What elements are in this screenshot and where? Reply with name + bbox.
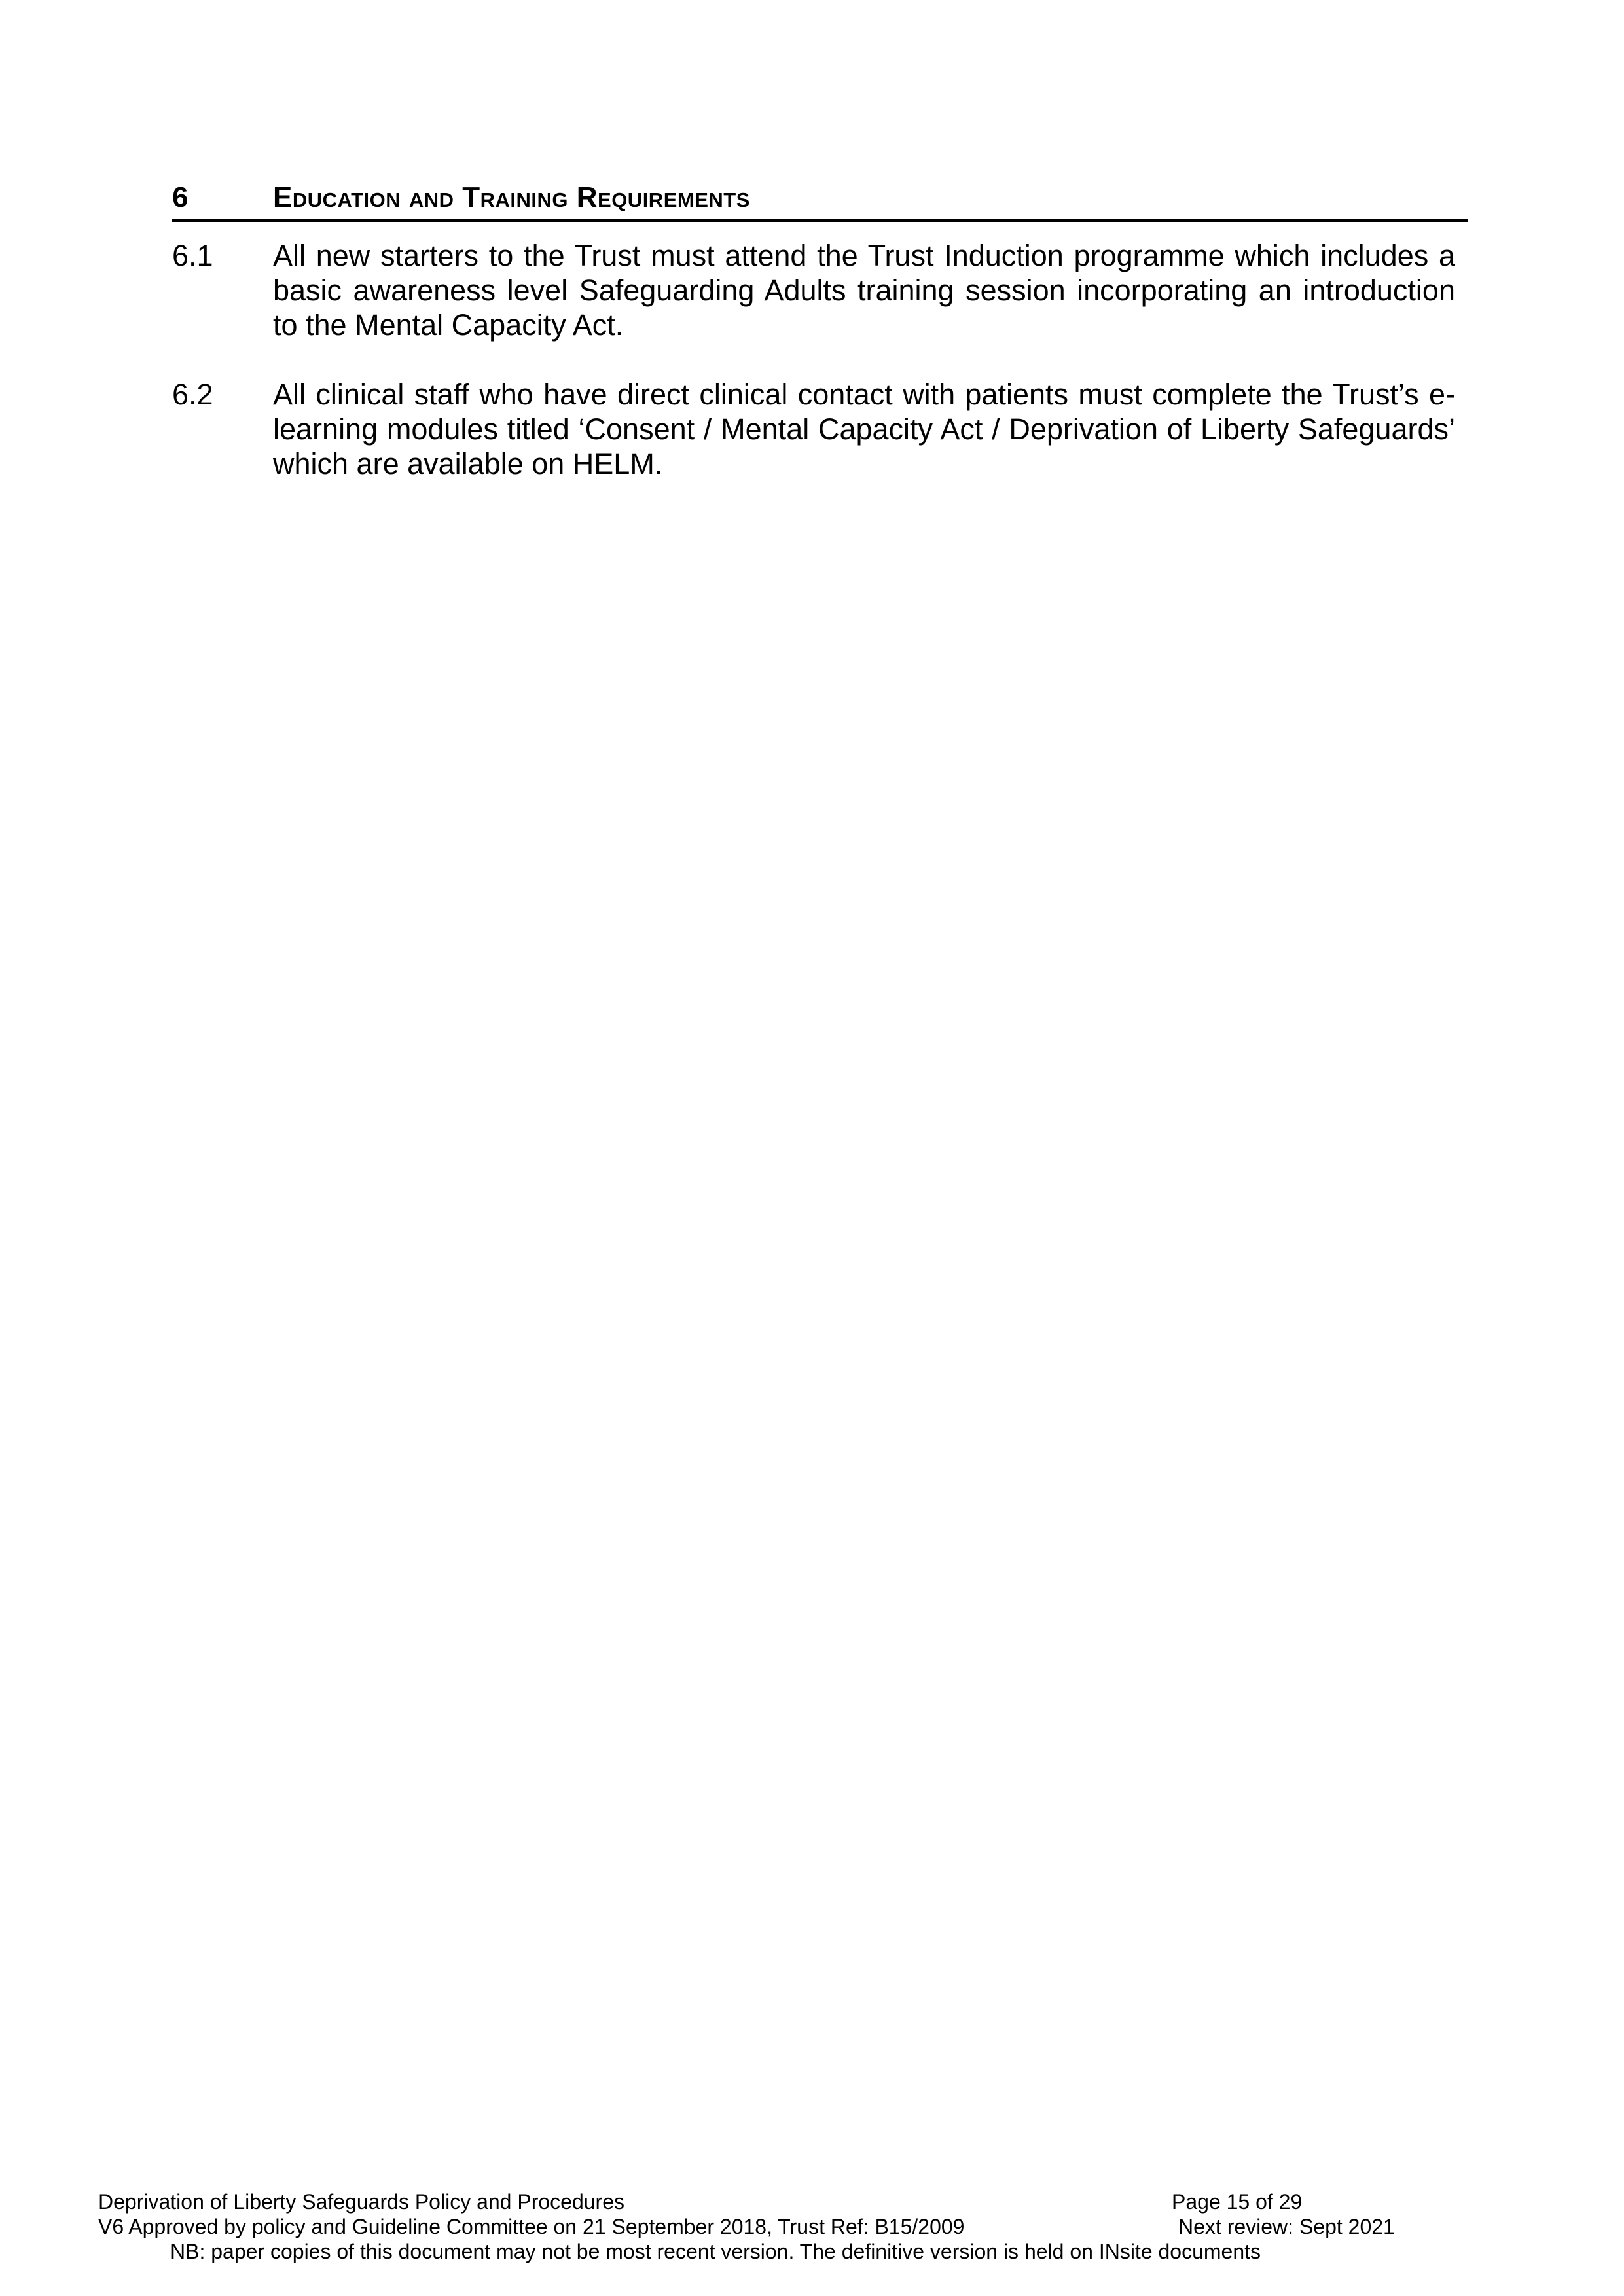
clause-number: 6.1 (172, 239, 213, 272)
clause-text: All new starters to the Trust must attend the Trust Induction programme which includes a basic awareness level Safeguarding Adults training session incorporating an introduction to the Mental Capacity Act. (273, 239, 1455, 342)
footer-page-number: Page 15 of 29 (1172, 2190, 1303, 2214)
clause-number: 6.2 (172, 378, 213, 411)
section-title: Education and Training Requirements (273, 181, 750, 213)
section-heading (172, 177, 1468, 222)
clause-text: All clinical staff who have direct clinical contact with patients must complete the Trust’s e-learning modules titled ‘Consent / Mental Capacity Act / Deprivation of Liberty Safeguards’ which are available on HELM. (273, 378, 1455, 480)
footer-line-approval (98, 2214, 1407, 2239)
footer-line-note (98, 2239, 1407, 2264)
page-footer (98, 2189, 1407, 2264)
footer-approval: V6 Approved by policy and Guideline Committee on 21 September 2018, Trust Ref: B15/2009 (98, 2215, 965, 2238)
footer-next-review: Next review: Sept 2021 (1178, 2215, 1395, 2238)
footer-document-title: Deprivation of Liberty Safeguards Policy and Procedures (98, 2190, 624, 2214)
footer-note: NB: paper copies of this document may not be most recent version. The definitive version is held on INsite documents (170, 2240, 1261, 2263)
section-number: 6 (172, 181, 189, 213)
footer-line-title (98, 2189, 1407, 2214)
